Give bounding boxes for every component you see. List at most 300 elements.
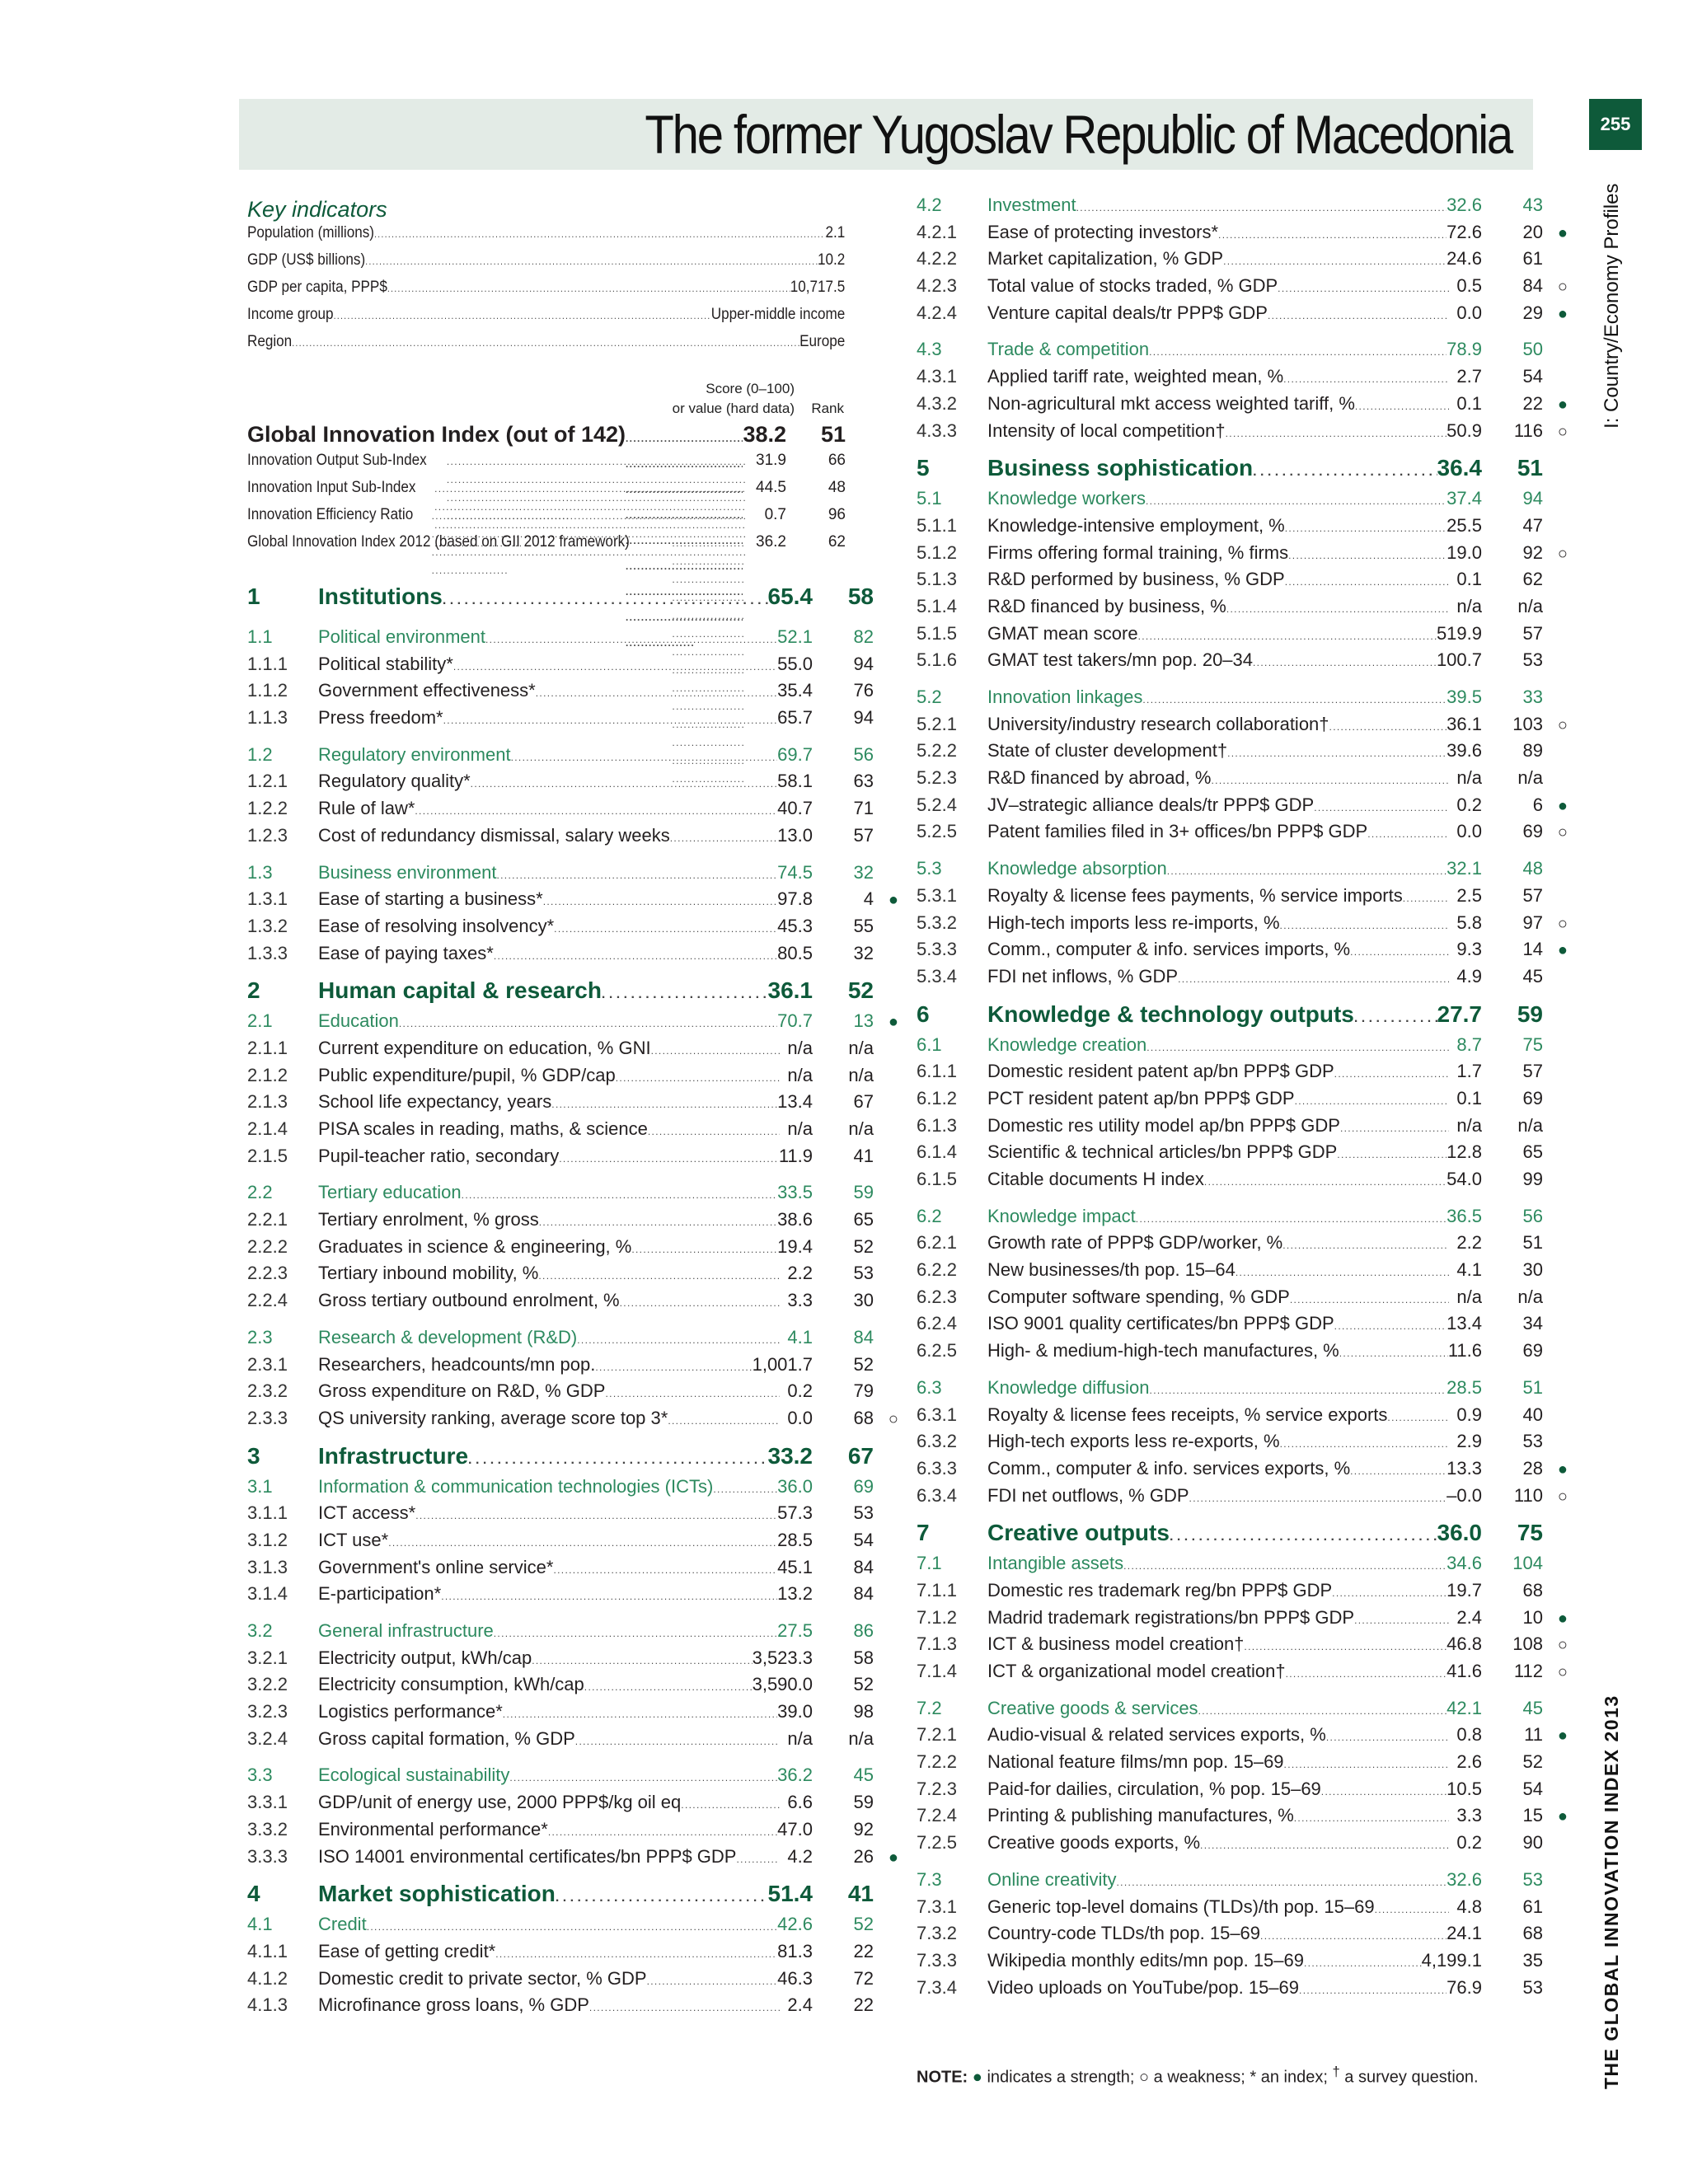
row-code: 4.1.1 — [247, 1940, 288, 1961]
row-label: Tertiary enrolment, % gross — [318, 1209, 539, 1230]
row-value: 74.5 — [777, 861, 813, 883]
row-value: n/a — [787, 1118, 813, 1139]
leader-dots — [1117, 1869, 1447, 1891]
row-label: Infrastructure — [318, 1442, 469, 1469]
gii-sub-rows — [247, 452, 846, 560]
note-survey-text: a survey question. — [1344, 2068, 1479, 2087]
indicator-row — [247, 654, 898, 681]
leader-dots — [1304, 1950, 1422, 1971]
row-label: Knowledge & technology outputs — [987, 1001, 1354, 1027]
leader-dots — [494, 943, 777, 964]
row-label: ICT & organizational model creation† — [987, 1661, 1286, 1681]
indicator-row — [917, 1724, 1568, 1751]
column-headers — [247, 379, 846, 422]
leader-dots — [494, 1620, 777, 1642]
row-code: 7.3.3 — [917, 1949, 957, 1971]
row-value: 4.1 — [787, 1326, 813, 1347]
row-code: 5.3.2 — [917, 912, 957, 933]
row-rank: 63 — [853, 771, 874, 792]
row-code: 2.2.1 — [247, 1209, 288, 1230]
row-rank: 53 — [1522, 649, 1543, 671]
row-value: n/a — [787, 1037, 813, 1058]
row-label: Market capitalization, % GDP — [987, 248, 1224, 269]
row-code: 3.1.3 — [247, 1556, 288, 1577]
sub-pillar-row — [247, 744, 898, 771]
row-value: 13.2 — [777, 1583, 813, 1605]
row-label: Regulatory quality* — [318, 771, 471, 792]
row-value: 34.6 — [1447, 1553, 1482, 1574]
indicator-row — [917, 966, 1568, 993]
row-label: High- & medium-high-tech manufactures, % — [987, 1340, 1339, 1361]
row-label: Knowledge workers — [987, 488, 1146, 509]
row-code: 1 — [247, 583, 260, 609]
row-code: 2.2 — [247, 1182, 273, 1203]
row-code: 3.3.2 — [247, 1818, 288, 1840]
row-value: 80.5 — [777, 942, 813, 963]
key-indicator-value: Upper-middle income — [710, 306, 846, 323]
row-label: Gross tertiary outbound enrolment, % — [318, 1290, 620, 1311]
row-rank: 53 — [853, 1502, 874, 1524]
row-code: 6.3.2 — [917, 1431, 957, 1452]
row-label: Ease of protecting investors* — [987, 221, 1219, 242]
row-label: Ease of getting credit* — [318, 1940, 496, 1961]
row-label: Regulatory environment — [318, 743, 511, 765]
key-indicator-value: 2.1 — [825, 224, 846, 241]
row-value: 519.9 — [1436, 622, 1482, 644]
row-value: 2.7 — [1456, 366, 1482, 387]
row-value: 0.0 — [787, 1407, 813, 1428]
leader-dots — [1138, 623, 1437, 644]
indicator-row — [247, 1819, 898, 1846]
leader-dots — [1076, 194, 1447, 216]
indicator-row — [917, 1431, 1568, 1458]
row-label: University/industry research collaboration† — [987, 713, 1329, 734]
row-value: 3,523.3 — [752, 1647, 813, 1668]
row-code: 7.3.2 — [917, 1923, 957, 1944]
row-code: 2.3.1 — [247, 1353, 288, 1375]
row-rank: 6 — [1532, 794, 1543, 815]
row-value: 2.4 — [1456, 1606, 1482, 1628]
leader-dots — [620, 1290, 780, 1311]
row-code: 6.1.1 — [917, 1061, 957, 1082]
row-code: 6.2.1 — [917, 1232, 957, 1254]
gii-sub-value: 36.2 — [756, 533, 786, 551]
row-value: 65.4 — [767, 583, 813, 609]
dagger-icon: † — [1332, 2064, 1340, 2079]
row-rank: 104 — [1512, 1553, 1543, 1574]
row-label: Royalty & license fees payments, % service imports — [987, 884, 1403, 906]
row-value: 6.6 — [787, 1792, 813, 1813]
leader-dots — [1226, 420, 1447, 442]
row-code: 5.3 — [917, 858, 942, 879]
indicator-row — [917, 515, 1568, 542]
row-rank: 32 — [853, 861, 874, 883]
row-label: Growth rate of PPP$ GDP/worker, % — [987, 1232, 1283, 1254]
row-value: 32.6 — [1447, 194, 1482, 215]
indicator-row — [917, 596, 1568, 623]
leader-dots — [1295, 1088, 1449, 1109]
indicator-row — [247, 1065, 898, 1092]
row-code: 3.2.4 — [247, 1727, 288, 1749]
row-rank: 54 — [1522, 1778, 1543, 1799]
row-rank: 103 — [1512, 713, 1543, 734]
row-value: 0.1 — [1456, 1087, 1482, 1108]
row-value: 19.0 — [1447, 541, 1482, 563]
row-value: 51.4 — [767, 1881, 813, 1907]
row-rank: 14 — [1522, 939, 1543, 960]
row-rank: 29 — [1522, 302, 1543, 323]
row-code: 2.1.2 — [247, 1064, 288, 1085]
row-rank: 34 — [1522, 1313, 1543, 1334]
row-label: FDI net inflows, % GDP — [987, 965, 1179, 987]
gii-sub-row — [247, 506, 846, 533]
row-label: Printing & publishing manufactures, % — [987, 1805, 1294, 1826]
indicator-row — [917, 1950, 1568, 1977]
leader-dots — [1294, 1805, 1449, 1826]
row-code: 2.2.2 — [247, 1235, 288, 1257]
indicator-row — [247, 798, 898, 825]
row-code: 7.2.4 — [917, 1805, 957, 1826]
row-rank: 54 — [853, 1529, 874, 1550]
row-label: High-tech imports less re-imports, % — [987, 912, 1280, 933]
pillar-row — [917, 1001, 1568, 1034]
row-value: 24.1 — [1447, 1923, 1482, 1944]
row-label: Total value of stocks traded, % GDP — [987, 275, 1278, 297]
row-value: 28.5 — [1447, 1376, 1482, 1398]
right-indicator-column — [917, 194, 1568, 2004]
row-code: 7.1.1 — [917, 1579, 957, 1601]
leader-dots — [1285, 515, 1447, 537]
sub-pillar-row — [917, 339, 1568, 366]
indicator-row — [917, 1088, 1568, 1115]
pillar-row — [247, 1881, 898, 1914]
row-code: 1.1.2 — [247, 680, 288, 701]
row-value: 12.8 — [1447, 1141, 1482, 1163]
indicator-row — [917, 1923, 1568, 1950]
row-code: 7.2.2 — [917, 1751, 957, 1773]
row-rank: 69 — [1522, 821, 1543, 842]
row-rank: 48 — [1522, 858, 1543, 879]
row-rank: n/a — [1517, 1114, 1543, 1136]
leader-dots — [1314, 794, 1449, 816]
row-code: 1.2.1 — [247, 771, 288, 792]
row-label: Education — [318, 1010, 399, 1032]
row-label: Ease of starting a business* — [318, 888, 543, 910]
row-rank: 56 — [1522, 1205, 1543, 1226]
row-label: Innovation linkages — [987, 687, 1143, 707]
row-value: 13.0 — [777, 824, 813, 846]
indicator-row — [247, 1408, 898, 1435]
row-label: PCT resident patent ap/bn PPP$ GDP — [987, 1087, 1295, 1108]
page-title: The former Yugoslav Republic of Macedonia — [645, 104, 1512, 165]
leader-dots — [292, 333, 799, 351]
row-label: ICT access* — [318, 1502, 416, 1524]
row-label: ISO 9001 quality certificates/bn PPP$ GDP — [987, 1313, 1334, 1334]
row-rank: 99 — [1522, 1169, 1543, 1189]
indicator-row — [247, 1941, 898, 1968]
leader-dots — [1285, 569, 1449, 590]
indicator-row — [247, 1236, 898, 1263]
row-rank: 86 — [853, 1620, 874, 1641]
indicator-row — [917, 794, 1568, 822]
left-indicator-column — [247, 575, 898, 2022]
leader-dots — [1170, 1520, 1437, 1546]
row-code: 1.1.3 — [247, 707, 288, 729]
row-rank: 10 — [1522, 1606, 1543, 1628]
row-label: Online creativity — [987, 1868, 1117, 1890]
row-label: New businesses/th pop. 15–64 — [987, 1259, 1236, 1281]
leader-dots — [509, 1765, 777, 1786]
row-value: 0.0 — [1456, 821, 1482, 842]
gii-sub-rank: 48 — [828, 479, 846, 496]
indicator-row — [247, 1263, 898, 1290]
row-value: 58.1 — [777, 771, 813, 792]
row-label: Patent families filed in 3+ offices/bn PPP$ GDP — [987, 821, 1368, 842]
leader-dots — [543, 888, 777, 910]
row-rank: 94 — [853, 707, 874, 729]
legend-note — [917, 2064, 1479, 2088]
gii-main-rank: 51 — [820, 422, 846, 447]
pillar-row — [247, 583, 898, 616]
leader-dots — [589, 1994, 780, 2016]
row-value: 0.9 — [1456, 1404, 1482, 1425]
sub-pillar-row — [247, 626, 898, 654]
leader-dots — [511, 744, 778, 766]
row-label: Domestic resident patent ap/bn PPP$ GDP — [987, 1061, 1334, 1082]
row-value: 10.5 — [1447, 1778, 1482, 1799]
row-rank: 32 — [853, 942, 874, 963]
key-indicator-label: Population (millions) — [247, 224, 374, 241]
leader-dots — [1280, 912, 1449, 934]
row-code: 4.3.3 — [917, 419, 957, 441]
row-code: 2.1.5 — [247, 1145, 288, 1166]
row-value: 2.5 — [1456, 884, 1482, 906]
row-value: 1,001.7 — [752, 1353, 813, 1375]
leader-dots — [441, 1583, 777, 1605]
leader-dots — [1354, 1607, 1449, 1629]
row-code: 2 — [247, 977, 260, 1004]
row-code: 2.1.3 — [247, 1091, 288, 1113]
row-rank: 68 — [1522, 1923, 1543, 1944]
row-value: 2.2 — [787, 1263, 813, 1284]
row-rank: 53 — [853, 1263, 874, 1284]
row-rank: 35 — [1522, 1949, 1543, 1971]
leader-dots — [1284, 1751, 1449, 1773]
row-rank: 40 — [1522, 1404, 1543, 1425]
indicator-row — [917, 248, 1568, 275]
leader-dots — [1340, 1115, 1449, 1137]
row-value: 25.5 — [1447, 514, 1482, 536]
score-header-line1: Score (0–100) — [706, 381, 795, 396]
row-value: 54.0 — [1447, 1169, 1482, 1189]
leader-dots — [713, 1476, 777, 1497]
row-label: Knowledge-intensive employment, % — [987, 514, 1285, 536]
key-indicators-heading: Key indicators — [247, 197, 387, 222]
key-indicator-row — [247, 251, 845, 279]
row-code: 5.3.4 — [917, 965, 957, 987]
indicator-row — [247, 1674, 898, 1701]
row-value: 100.7 — [1436, 649, 1482, 671]
weakness-icon: ○ — [1557, 278, 1568, 297]
row-rank: 94 — [1522, 488, 1543, 509]
indicator-row — [917, 1977, 1568, 2004]
row-value: 42.6 — [777, 1914, 813, 1935]
indicator-row — [247, 707, 898, 734]
row-label: Rule of law* — [318, 798, 415, 819]
row-value: 36.2 — [777, 1765, 813, 1786]
row-code: 4.3.2 — [917, 392, 957, 414]
row-value: 13.4 — [777, 1091, 813, 1113]
row-value: n/a — [1456, 595, 1482, 616]
row-label: Ecological sustainability — [318, 1765, 510, 1786]
weakness-icon: ○ — [1139, 2068, 1150, 2087]
row-code: 7.2.3 — [917, 1778, 957, 1799]
row-label: Gross capital formation, % GDP — [318, 1727, 575, 1749]
row-rank: 61 — [1522, 248, 1543, 269]
row-code: 6.3 — [917, 1376, 942, 1398]
indicator-row — [917, 542, 1568, 569]
row-rank: 75 — [1522, 1033, 1543, 1055]
row-rank: 67 — [853, 1091, 874, 1113]
indicator-row — [247, 1118, 898, 1146]
row-label: Paid-for dailies, circulation, % pop. 15–69 — [987, 1778, 1321, 1799]
row-rank: 26 — [853, 1845, 874, 1867]
row-rank: 108 — [1512, 1633, 1543, 1655]
row-value: n/a — [1456, 1114, 1482, 1136]
leader-dots — [1244, 1633, 1447, 1655]
row-rank: 65 — [1522, 1141, 1543, 1163]
leader-dots — [503, 1701, 777, 1722]
row-rank: 59 — [1517, 1001, 1543, 1027]
strength-icon: ● — [1557, 796, 1568, 815]
row-rank: 11 — [1524, 1724, 1543, 1746]
row-code: 2.1.4 — [247, 1118, 288, 1139]
leader-dots — [443, 707, 778, 729]
leader-dots — [453, 654, 777, 675]
leader-dots — [468, 1443, 767, 1469]
row-code: 1.2 — [247, 743, 273, 765]
row-code: 6.1.5 — [917, 1169, 957, 1189]
gii-sub-rank: 62 — [828, 533, 846, 551]
row-value: –0.0 — [1447, 1484, 1482, 1506]
gii-sub-value: 31.9 — [756, 452, 786, 469]
indicator-row — [917, 885, 1568, 912]
gii-sub-rank: 96 — [828, 506, 846, 523]
row-label: Intensity of local competition† — [987, 419, 1226, 441]
row-rank: 112 — [1513, 1661, 1543, 1681]
row-label: Computer software spending, % GDP — [987, 1286, 1290, 1307]
row-value: 27.7 — [1437, 1001, 1482, 1027]
row-rank: 52 — [1522, 1751, 1543, 1773]
leader-dots — [1387, 1404, 1449, 1426]
row-label: ICT use* — [318, 1529, 389, 1550]
score-header-line2: or value (hard data) — [672, 401, 795, 416]
row-label: Electricity consumption, kWh/cap — [318, 1674, 584, 1695]
row-rank: 84 — [1522, 275, 1543, 297]
row-label: ISO 14001 environmental certificates/bn PPP$ GDP — [318, 1845, 737, 1867]
leader-dots — [471, 771, 778, 792]
leader-dots — [577, 1327, 780, 1348]
strength-icon: ● — [1557, 941, 1568, 960]
row-rank: 15 — [1522, 1805, 1543, 1826]
row-label: Domestic res trademark reg/bn PPP$ GDP — [987, 1579, 1333, 1601]
row-label: GDP/unit of energy use, 2000 PPP$/kg oil eq — [318, 1792, 682, 1813]
row-rank: 52 — [853, 1674, 874, 1695]
row-rank: 76 — [853, 680, 874, 701]
indicator-row — [917, 1607, 1568, 1634]
row-code: 5.2.3 — [917, 767, 957, 789]
leader-dots — [367, 1914, 777, 1935]
row-value: 2.2 — [1456, 1232, 1482, 1254]
key-indicator-label: GDP per capita, PPP$ — [247, 279, 387, 296]
row-rank: 45 — [1522, 1697, 1543, 1718]
key-indicator-label: GDP (US$ billions) — [247, 251, 366, 269]
row-label: High-tech exports less re-exports, % — [987, 1431, 1280, 1452]
row-value: 4.2 — [787, 1845, 813, 1867]
sub-pillar-row — [247, 1476, 898, 1503]
key-indicator-row — [247, 224, 845, 251]
row-code: 3.2.2 — [247, 1674, 288, 1695]
row-code: 1.2.2 — [247, 798, 288, 819]
row-rank: 61 — [1522, 1896, 1543, 1917]
indicator-row — [247, 1038, 898, 1065]
row-value: 36.5 — [1447, 1205, 1482, 1226]
indicator-row — [917, 366, 1568, 393]
row-rank: n/a — [1517, 1286, 1543, 1307]
leader-dots — [1326, 1724, 1449, 1746]
row-value: 38.6 — [777, 1209, 813, 1230]
row-code: 4.2 — [917, 194, 942, 215]
leader-dots — [554, 916, 777, 937]
leader-dots — [1334, 1061, 1449, 1082]
leader-dots — [1299, 1977, 1447, 1999]
row-code: 4.2.4 — [917, 302, 957, 323]
row-value: 24.6 — [1447, 248, 1482, 269]
leader-dots — [553, 1557, 777, 1578]
leader-dots — [1367, 821, 1449, 842]
row-rank: 97 — [1522, 912, 1543, 933]
indicator-row — [917, 1232, 1568, 1259]
row-label: Creative outputs — [987, 1520, 1170, 1546]
row-value: 13.4 — [1447, 1313, 1482, 1334]
row-rank: n/a — [1517, 767, 1543, 789]
row-label: JV–strategic alliance deals/tr PPP$ GDP — [987, 794, 1315, 815]
row-rank: 41 — [847, 1881, 874, 1907]
row-rank: 52 — [853, 1353, 874, 1375]
indicator-row — [247, 1530, 898, 1557]
leader-dots — [595, 1354, 752, 1376]
row-rank: 69 — [1522, 1340, 1543, 1361]
leader-dots — [647, 1968, 778, 1990]
row-code: 5.3.3 — [917, 939, 957, 960]
row-code: 7.3.1 — [917, 1896, 957, 1917]
leader-dots — [388, 1530, 777, 1551]
leader-dots — [651, 1038, 780, 1059]
row-label: Trade & competition — [987, 339, 1150, 360]
indicator-row — [247, 1583, 898, 1610]
sub-pillar-row — [247, 1914, 898, 1941]
row-label: Institutions — [318, 583, 443, 609]
row-value: 8.7 — [1456, 1033, 1482, 1055]
strength-icon: ● — [888, 891, 898, 910]
row-rank: 90 — [1522, 1832, 1543, 1854]
sub-pillar-row — [247, 862, 898, 889]
leader-dots — [1200, 1832, 1449, 1854]
leader-dots — [1212, 767, 1450, 789]
row-label: Creative goods & services — [987, 1697, 1198, 1718]
row-value: 69.7 — [777, 743, 813, 765]
indicator-row — [917, 1896, 1568, 1924]
